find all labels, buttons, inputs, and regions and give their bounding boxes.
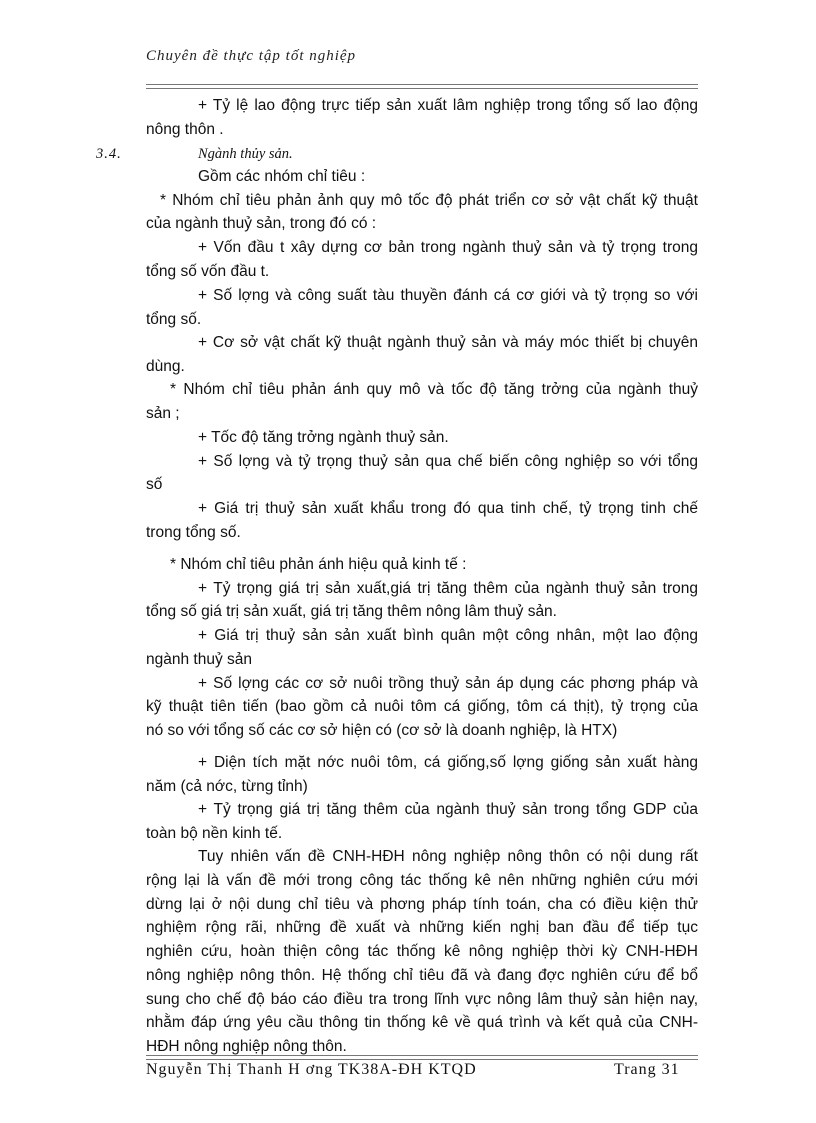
- text-line: + Tỷ trọng giá trị tăng thêm của ngành thuỷ sản trong tổng GDP của: [198, 801, 698, 818]
- text-line: số: [146, 476, 163, 493]
- header-rule: [146, 84, 698, 85]
- text-line: nông nghiệp nông thôn. Hệ thống chỉ tiêu đã và đang đợc nghiên cứu để bổ: [146, 967, 698, 984]
- text-line: ngành thuỷ sản: [146, 651, 253, 668]
- text-line: * Nhóm chỉ tiêu phản ảnh quy mô tốc độ phát triển cơ sở vật chất kỹ thuật: [160, 192, 698, 209]
- text-line: + Số lợng và tỷ trọng thuỷ sản qua chế biến công nghiệp so với tổng: [198, 453, 698, 470]
- text-line: + Diện tích mặt nớc nuôi tôm, cá giống,số lợng giống sản xuất hàng: [198, 754, 698, 771]
- page-number: Trang 31: [614, 1061, 680, 1078]
- text-line: nghiên cứu, hoàn thiện công tác thống kê nông nghiệp thời kỳ CNH-HĐH: [146, 943, 698, 960]
- footer-rule-secondary: [146, 1059, 698, 1060]
- text-line: + Tỷ lệ lao động trực tiếp sản xuất lâm nghiệp trong tổng số lao động: [198, 97, 698, 114]
- text-line: Gồm các nhóm chỉ tiêu :: [198, 168, 366, 185]
- text-line: nông thôn .: [146, 121, 224, 138]
- text-line: tổng số vốn đầu t.: [146, 263, 270, 280]
- text-line: nhằm đáp ứng yêu cầu thông tin thống kê về quá trình và kết quả của CNH-: [146, 1014, 698, 1031]
- text-line: + Số lợng các cơ sở nuôi trồng thuỷ sản áp dụng các phơng pháp và: [198, 675, 698, 692]
- text-line: của ngành thuỷ sản, trong đó có :: [146, 215, 377, 232]
- text-line: năm (cả nớc, từng tỉnh): [146, 778, 308, 795]
- footer-author: Nguyễn Thị Thanh H ơng TK38A-ĐH KTQD: [146, 1061, 477, 1078]
- text-line: dừng lại ở nội dung chỉ tiêu và phơng pháp tính toán, cha có điều kiện thử: [146, 896, 698, 913]
- footer-rule: [146, 1055, 698, 1056]
- text-line: HĐH nông nghiệp nông thôn.: [146, 1038, 347, 1055]
- text-line: Tuy nhiên vấn đề CNH-HĐH nông nghiệp nông thôn có nội dung rất: [198, 848, 698, 865]
- text-line: + Giá trị thuỷ sản sản xuất bình quân một công nhân, một lao động: [198, 627, 698, 644]
- text-line: + Vốn đầu t xây dựng cơ bản trong ngành thuỷ sản và tỷ trọng trong: [198, 239, 698, 256]
- text-line: nó so với tổng số các cơ sở hiện có (cơ sở là doanh nghiệp, là HTX): [146, 722, 618, 739]
- text-line: toàn bộ nền kinh tế.: [146, 825, 283, 842]
- text-line: + Tỷ trọng giá trị sản xuất,giá trị tăng thêm của ngành thuỷ sản trong: [198, 580, 698, 597]
- text-line: kỹ thuật tiên tiến (bao gồm cả nuôi tôm cá giống, tôm cá thịt), tỷ trọng của: [146, 698, 698, 715]
- text-line: tổng số giá trị sản xuất, giá trị tăng thêm nông lâm thuỷ sản.: [146, 603, 557, 620]
- header-rule-secondary: [146, 88, 698, 89]
- text-line: + Giá trị thuỷ sản xuất khẩu trong đó qua tinh chế, tỷ trọng tinh chế: [198, 500, 698, 517]
- text-line: + Tốc độ tăng trởng ngành thuỷ sản.: [198, 429, 449, 446]
- text-line: sản ;: [146, 405, 180, 422]
- page-header-title: Chuyên đề thực tập tốt nghiệp: [146, 48, 357, 64]
- section-number: 3.4.: [96, 146, 122, 162]
- text-line: * Nhóm chỉ tiêu phản ánh quy mô và tốc độ tăng trởng của ngành thuỷ: [170, 381, 698, 398]
- text-line: nghiệm rộng rãi, những đề xuất và những kiến nghị ban đầu để tiếp tục: [146, 919, 698, 936]
- text-line: * Nhóm chỉ tiêu phản ánh hiệu quả kinh tế :: [170, 556, 467, 573]
- text-line: trong tổng số.: [146, 524, 241, 541]
- text-line: + Cơ sở vật chất kỹ thuật ngành thuỷ sản và máy móc thiết bị chuyên: [198, 334, 698, 351]
- text-line: tổng số.: [146, 311, 202, 328]
- text-line: sung cho chế độ báo cáo điều tra trong lĩnh vực nông lâm thuỷ sản hiện nay,: [146, 991, 698, 1008]
- section-title: Ngành thủy sản.: [198, 146, 293, 162]
- text-line: + Số lợng và công suất tàu thuyền đánh cá cơ giới và tỷ trọng so với: [198, 287, 698, 304]
- text-line: dùng.: [146, 358, 185, 375]
- text-line: rộng lại là vấn đề mới trong công tác thống kê nên những nghiên cứu mới: [146, 872, 698, 889]
